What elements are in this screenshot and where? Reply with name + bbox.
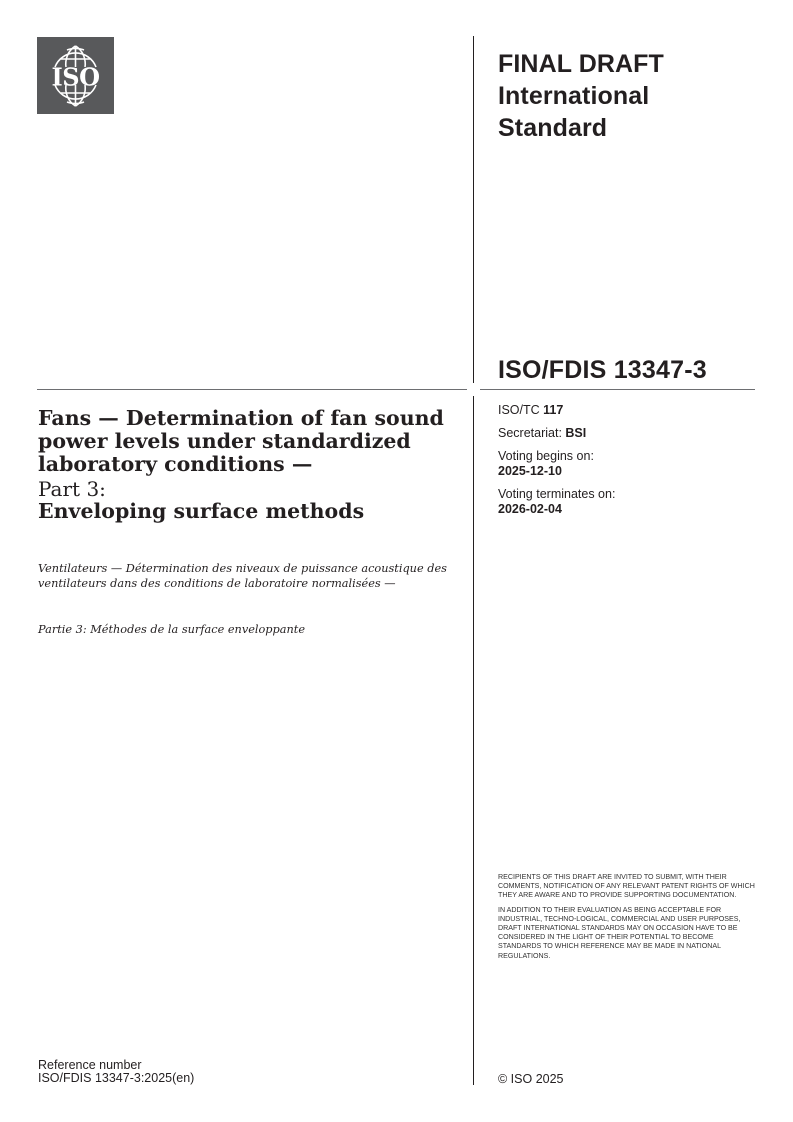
voting-terminates-row xyxy=(498,487,615,517)
document-type-heading xyxy=(498,48,664,144)
reference-number: ISO/FDIS 13347-3:2025(en) xyxy=(38,1071,195,1085)
horizontal-divider-left xyxy=(37,389,467,390)
document-meta xyxy=(498,403,615,525)
committee-row xyxy=(498,403,615,418)
voting-begins-value: 2025-12-10 xyxy=(498,464,562,478)
part-label: Part 3: xyxy=(38,477,106,501)
secretariat-label: Secretariat: xyxy=(498,426,562,440)
vertical-divider-bottom xyxy=(473,396,474,1085)
voting-begins-label: Voting begins on: xyxy=(498,449,594,463)
part-title: Enveloping surface methods xyxy=(38,499,365,523)
iso-globe-logo-icon xyxy=(37,37,114,114)
committee-value: 117 xyxy=(543,403,564,417)
copyright: © ISO 2025 xyxy=(498,1072,564,1086)
french-part-title: Partie 3: Méthodes de la surface enveloppante xyxy=(38,623,305,636)
secretariat-value: BSI xyxy=(565,426,587,440)
french-title: Ventilateurs — Détermination des niveaux de puissance acoustique des ventilateurs dans des conditions de laboratoire normalisées — xyxy=(38,562,447,590)
secretariat-row xyxy=(498,426,615,441)
svg-text:ISO: ISO xyxy=(51,62,100,92)
voting-terminates-value: 2026-02-04 xyxy=(498,502,562,516)
vertical-divider-top xyxy=(473,36,474,383)
notice-paragraph-2: IN ADDITION TO THEIR EVALUATION AS BEING ACCEPTABLE FOR INDUSTRIAL, TECHNO-LOGICAL, COMMERCIAL AND USER PURPOSES, DRAFT INTERNATIONAL STANDARDS MAY ON OCCASION HAVE TO BE CONSIDERED IN THE LIGHT OF THEIR POTENTIAL TO BECOME STANDARDS TO WHICH REFERENCE MAY BE MADE IN NATIONAL REGULATIONS. xyxy=(498,905,741,960)
document-number: ISO/FDIS 13347-3 xyxy=(498,356,707,384)
doc-type-line-2: International xyxy=(498,82,650,110)
doc-type-line-3: Standard xyxy=(498,114,608,142)
notice-paragraph-1: RECIPIENTS OF THIS DRAFT ARE INVITED TO SUBMIT, WITH THEIR COMMENTS, NOTIFICATION OF ANY RELEVANT PATENT RIGHTS OF WHICH THEY ARE AWARE AND TO PROVIDE SUPPORTING DOCUMENTATION. xyxy=(498,873,755,900)
voting-begins-row xyxy=(498,449,615,479)
horizontal-divider-right xyxy=(480,389,755,390)
document-title: Fans — Determination of fan sound power levels under standardized laboratory conditions — xyxy=(38,406,444,476)
doc-type-line-1: FINAL DRAFT xyxy=(498,50,664,78)
committee-label: ISO/TC xyxy=(498,403,540,417)
iso-logo xyxy=(37,37,114,114)
voting-terminates-label: Voting terminates on: xyxy=(498,487,616,501)
reference-number-label: Reference number xyxy=(38,1058,142,1072)
draft-notice xyxy=(498,873,758,966)
